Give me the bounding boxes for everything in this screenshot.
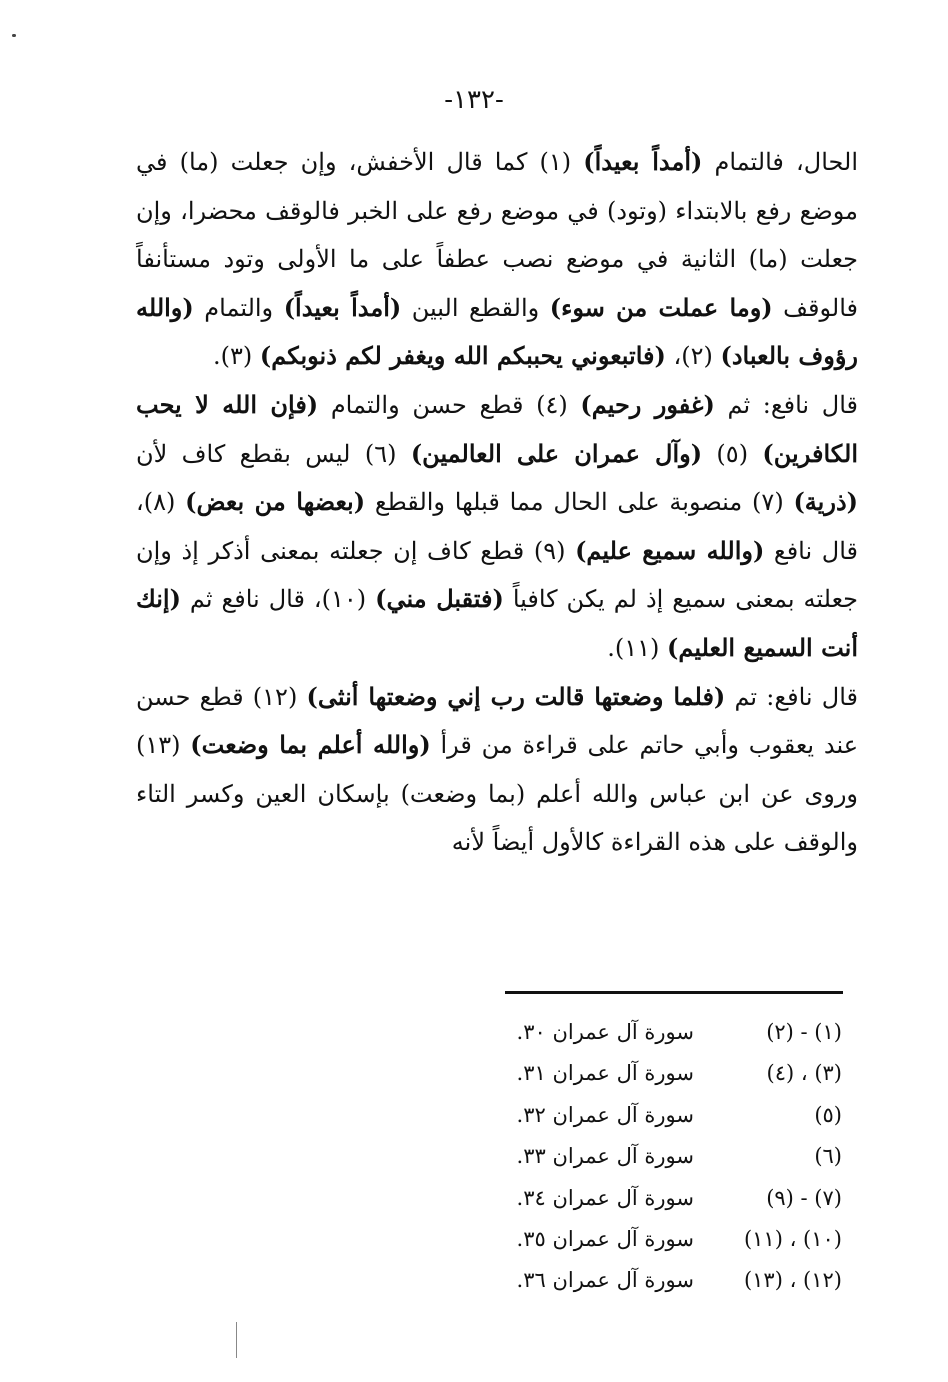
text-run: والقطع البين <box>401 293 550 322</box>
body-text <box>136 138 858 867</box>
footnote-refs: (٧) - (٩) <box>766 1185 842 1210</box>
text-run: (٣). <box>213 342 260 371</box>
paragraph <box>136 381 858 673</box>
text-run: (١٢) قطع حسن عند يعقوب وأبي حاتم على قراءة من قرأ <box>136 682 859 760</box>
quran-quote: (إنك أنت السميع العليم) <box>136 584 858 662</box>
footnote-source: سورة آل عمران ٣٦. <box>516 1268 694 1293</box>
footnote-row <box>470 1178 842 1219</box>
text-run: الحال، فالتمام <box>702 148 858 176</box>
quran-quote: (غفور رحيم) <box>580 389 715 419</box>
footnote-source: سورة آل عمران ٣١. <box>516 1061 694 1086</box>
text-run: قال نافع: تم <box>725 682 858 711</box>
footnotes <box>470 1012 842 1302</box>
footnote-row <box>470 1136 842 1177</box>
scan-speck <box>12 34 16 37</box>
text-run: (١) كما قال الأخفش، وإن جعلت (ما) في موضع رفع بالابتداء (وتود) في موضع رفع على الخبر فالوقف محضرا، وإن جعلت (ما) الثانية في موضع نصب عطفاً على ما الأولى وتود مستأنفاً فالوقف <box>136 148 858 322</box>
text-run: (١١). <box>607 633 668 662</box>
quran-quote: (والله أعلم بما وضعت) <box>190 730 431 760</box>
quran-quote: (فإن الله لا يحب الكافرين) <box>136 389 858 468</box>
footnote-source: سورة آل عمران ٣٣. <box>516 1144 694 1169</box>
paragraph <box>136 138 858 381</box>
footnote-refs: (٥) <box>814 1102 842 1127</box>
quran-quote: (فلما وضعتها قالت رب إني وضعتها أنثى) <box>306 681 726 711</box>
footnote-row <box>470 1053 842 1094</box>
footnote-source: سورة آل عمران ٣٠. <box>516 1020 694 1044</box>
footnote-refs: (٣) ، (٤) <box>766 1061 842 1086</box>
footnote-source: سورة آل عمران ٣٤. <box>516 1185 694 1210</box>
quran-quote: (أمداً بعيداً) <box>583 147 703 176</box>
footnote-row <box>470 1012 842 1053</box>
footnote-row <box>470 1219 842 1260</box>
footnote-row <box>470 1095 842 1136</box>
quran-quote: (ذرية) <box>793 487 858 517</box>
footnote-refs: (١٢) ، (١٣) <box>743 1268 842 1293</box>
quran-quote: (فتقبل مني) <box>375 584 504 614</box>
footnote-source: سورة آل عمران ٣٥. <box>516 1226 694 1251</box>
text-run: (٧) منصوبة على الحال مما قبلها والقطع <box>365 488 794 517</box>
text-run: (٩) قطع كاف إن جعلته بمعنى أذكر إذ وإن جعلته بمعنى سميع إذ لم يكن كافياً <box>136 536 859 614</box>
text-run: قال نافع: ثم <box>714 390 858 419</box>
quran-quote: (بعضها من بعض) <box>185 487 366 517</box>
text-run: (٨)، قال نافع <box>136 488 858 565</box>
quran-quote: (والله رؤوف بالعباد) <box>136 292 858 371</box>
footnote-source: سورة آل عمران ٣٢. <box>516 1102 694 1127</box>
footnote-divider <box>505 991 843 994</box>
text-run: (٥) <box>702 439 763 468</box>
quran-quote: (والله سميع عليم) <box>575 535 765 565</box>
text-run: والتمام <box>193 293 284 322</box>
text-run: (٢)، <box>665 342 721 371</box>
quran-quote: (أمداً بعيداً) <box>283 292 402 322</box>
text-run: (١٣) وروى عن ابن عباس والله أعلم (بما وضعت) بإسكان العين وكسر التاء والوقف على هذه القراءة كالأول أيضاً لأنه <box>136 731 858 857</box>
text-run: (٤) قطع حسن والتمام <box>318 390 581 419</box>
quran-quote: (وما عملت من سوء) <box>549 292 773 322</box>
footnote-refs: (٦) <box>814 1144 842 1169</box>
text-run: (٦) ليس بقطع كاف لأن <box>136 439 411 468</box>
scan-mark <box>236 1322 237 1358</box>
text-run: (١٠)، قال نافع ثم <box>180 585 376 614</box>
footnote-refs: (١٠) ، (١١) <box>743 1226 842 1251</box>
paragraph <box>136 673 858 867</box>
quran-quote: (فاتبعوني يحببكم الله ويغفر لكم ذنوبكم) <box>259 341 666 371</box>
quran-quote: (وآل عمران على العالمين) <box>410 438 703 468</box>
page-number: -١٣٢- <box>444 85 504 115</box>
footnote-row <box>470 1260 842 1301</box>
footnote-refs: (١) - (٢) <box>766 1020 842 1044</box>
